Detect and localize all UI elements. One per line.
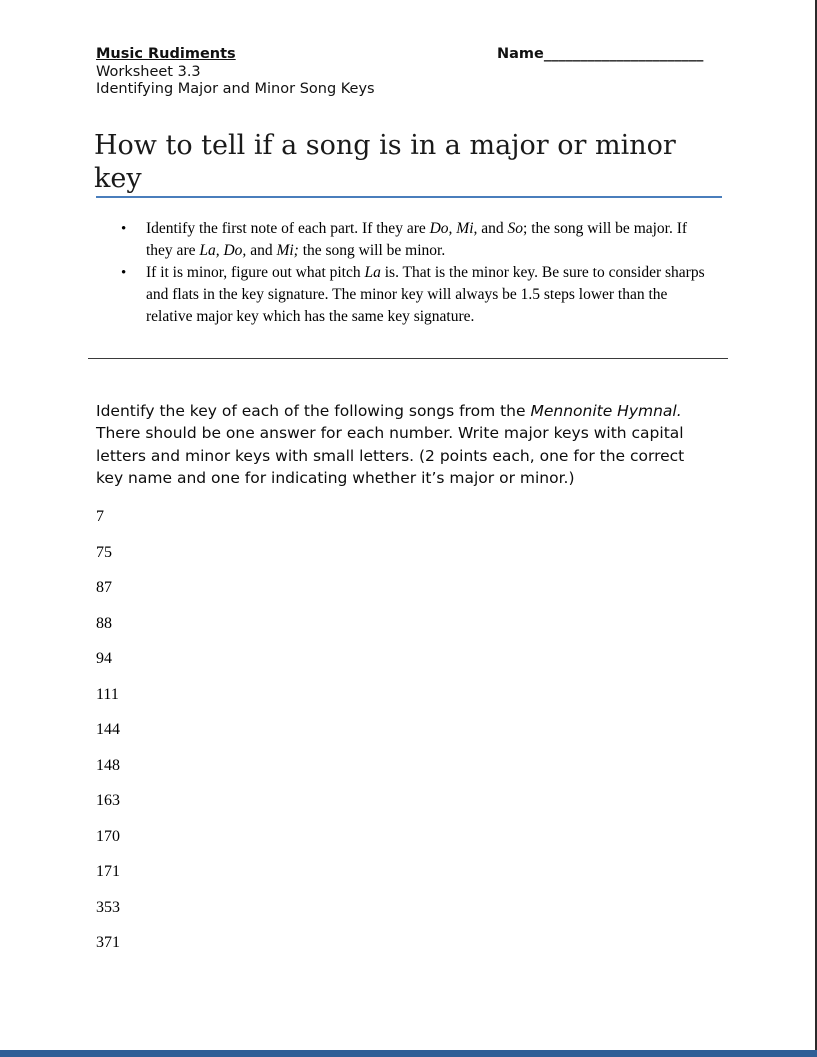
section-divider (88, 358, 728, 359)
worksheet-subtitle: Identifying Major and Minor Song Keys (96, 81, 375, 97)
song-number: 144 (96, 721, 120, 738)
song-number: 170 (96, 827, 120, 845)
italic-text: Mi; (276, 242, 299, 259)
song-number: 148 (96, 756, 120, 774)
song-number: 7 (96, 508, 104, 525)
name-label: Name (497, 46, 544, 62)
plain-text: the song will be minor. (298, 242, 446, 259)
course-title: Music Rudiments (96, 46, 236, 62)
italic-text: La (364, 264, 381, 281)
name-field (497, 46, 703, 62)
italic-text: Mennonite Hymnal. (530, 402, 682, 420)
plain-text: There should be one answer for each number. Write major keys with capital letters and minor keys with small letters. (2 points each, one for the correct key name and one for indicating whether it’s major or minor.) (96, 424, 685, 487)
song-number: 371 (96, 934, 120, 951)
plain-text: ; the song will be major. If they are (146, 220, 688, 259)
instruction-bullets (96, 218, 708, 328)
plain-text: is. That is the minor key. Be sure to consider sharps and flats in the key signature. The minor key will always be 1.5 steps lower than the relative major key which has the same key signature. (146, 264, 705, 325)
song-number: 111 (96, 685, 119, 703)
song-number: 75 (96, 543, 112, 561)
song-number: 171 (96, 863, 120, 880)
bullet-item-minor-key (96, 262, 708, 328)
worksheet-header (96, 46, 375, 99)
window-bottom-bar (0, 1050, 817, 1057)
song-number: 87 (96, 579, 112, 596)
song-number: 353 (96, 898, 120, 916)
plain-text: and (246, 242, 277, 259)
title-underline-rule (96, 196, 722, 198)
plain-text: Identify the key of each of the following songs from the (96, 402, 531, 420)
assignment-instructions (96, 400, 714, 489)
italic-text: Do, Mi, (429, 220, 478, 237)
name-blank-line: ______________________ (543, 46, 704, 62)
plain-text: Identify the first note of each part. If they are (146, 220, 430, 237)
italic-text: La, Do, (199, 242, 247, 259)
worksheet-number: Worksheet 3.3 (96, 63, 201, 80)
italic-text: So (507, 220, 524, 237)
song-number: 163 (96, 792, 120, 809)
plain-text: and (477, 220, 508, 237)
bullet-item-major-minor (96, 218, 708, 262)
song-number-list (96, 509, 120, 971)
song-number: 94 (96, 650, 112, 667)
plain-text: If it is minor, figure out what pitch (146, 264, 365, 281)
song-number: 88 (96, 614, 112, 632)
page-title: How to tell if a song is in a major or minor key (94, 130, 676, 194)
